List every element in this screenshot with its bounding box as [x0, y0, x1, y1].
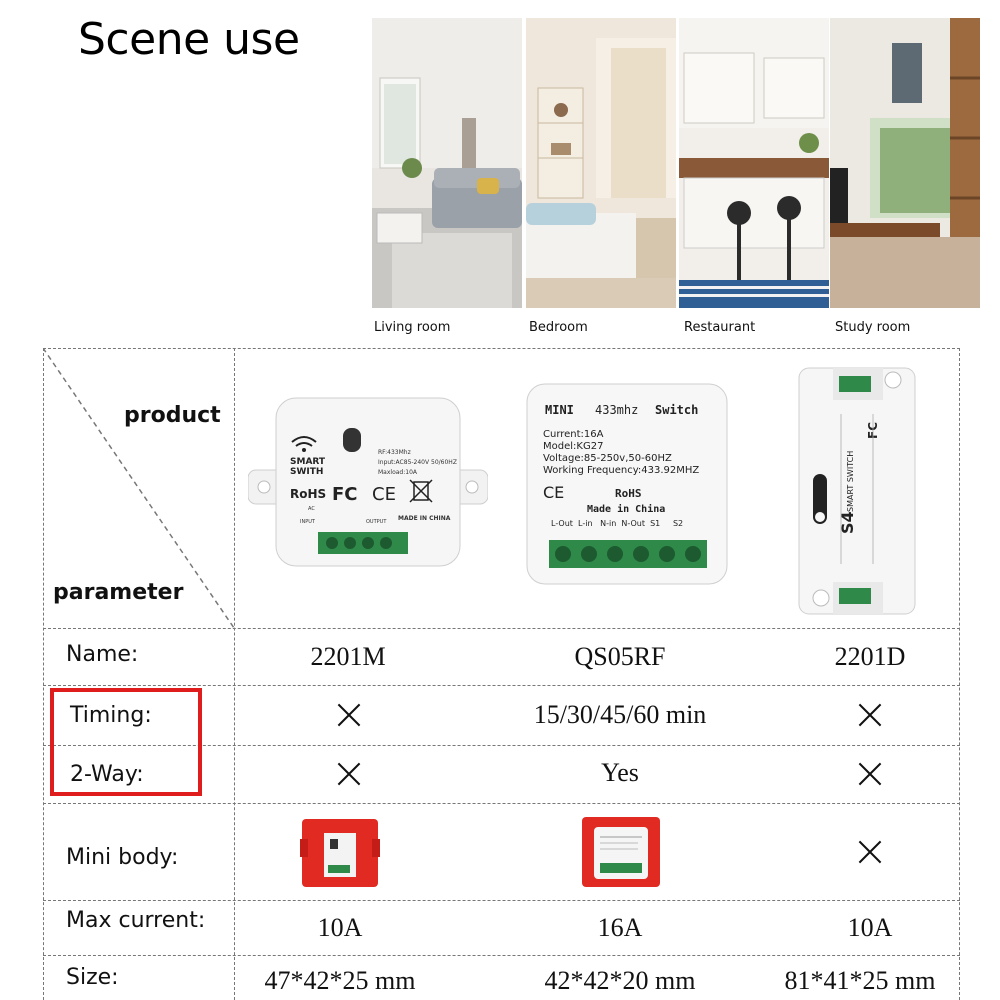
product-name-2201m: 2201M [310, 642, 386, 671]
size-qs05rf: 42*42*20 mm [544, 966, 696, 995]
max-current-qs05rf: 16A [597, 913, 643, 942]
cross-icon [858, 703, 882, 727]
product-image-2201d [793, 364, 921, 618]
product-name-2201d: 2201D [834, 642, 906, 671]
table-column-divider [234, 348, 235, 1000]
row-label-max-current: Max current: [66, 908, 206, 933]
rohs-mark: RoHS [290, 487, 327, 501]
mini-body-image-2201m [300, 813, 380, 895]
header-product-label: product [124, 403, 221, 428]
ce-mark-icon: CE [372, 484, 396, 505]
row-label-two-way: 2-Way: [70, 762, 144, 787]
device-mini-label: MINI [545, 403, 574, 417]
scene-label-living-room: Living room [374, 320, 451, 335]
input-label: INPUT [300, 519, 315, 525]
made-in-china-label: Made in China [587, 504, 666, 515]
device-spec: Input:AC85-240V 50/60HZ [378, 459, 457, 466]
product-name-qs05rf: QS05RF [574, 642, 666, 671]
fc-mark-icon: FC [866, 421, 880, 439]
size-2201d: 81*41*25 mm [784, 966, 936, 995]
device-logo: S4 [838, 511, 857, 534]
product-image-2201m [248, 392, 488, 572]
table-divider [43, 955, 960, 956]
device-brand-line2: SWITH [290, 467, 324, 477]
row-label-name: Name: [66, 642, 139, 667]
scene-label-study-room: Study room [835, 320, 911, 335]
scene-label-restaurant: Restaurant [684, 320, 756, 335]
made-in-china-label: MADE IN CHINA [398, 515, 451, 522]
table-border-right [959, 348, 960, 1000]
max-current-2201m: 10A [317, 913, 363, 942]
device-spec: RF:433Mhz [378, 449, 411, 456]
max-current-2201d: 10A [847, 913, 893, 942]
ac-label: AC [308, 506, 315, 512]
header-parameter-label: parameter [53, 580, 184, 605]
scene-photo-bedroom [526, 18, 676, 308]
rohs-mark: RoHS [615, 487, 642, 500]
table-divider [43, 900, 960, 901]
row-label-mini-body: Mini body: [66, 845, 179, 870]
row-label-size: Size: [66, 965, 119, 990]
timing-two-way-highlight [50, 688, 202, 796]
cross-icon [337, 762, 361, 786]
cross-icon [858, 762, 882, 786]
scene-label-bedroom: Bedroom [529, 320, 588, 335]
scene-photo-restaurant [679, 18, 829, 308]
output-label: OUTPUT [366, 519, 387, 525]
scene-photo-study-room [830, 18, 980, 308]
device-brand-line1: SMART [290, 457, 326, 467]
two-way-value-qs05rf: Yes [601, 758, 639, 787]
cross-icon [858, 840, 882, 864]
device-spec: Current:16A [543, 429, 604, 440]
scene-photo-living-room [372, 18, 522, 308]
device-spec: Maxload:10A [378, 469, 417, 476]
device-spec: Working Frequency:433.92MHZ [543, 465, 700, 476]
size-2201m: 47*42*25 mm [264, 966, 416, 995]
product-image-qs05rf [525, 382, 730, 587]
table-divider [43, 685, 960, 686]
row-label-timing: Timing: [70, 703, 152, 728]
cross-icon [337, 703, 361, 727]
timing-value-qs05rf: 15/30/45/60 min [533, 700, 707, 729]
scene-title: Scene use [78, 14, 300, 65]
fc-mark-icon: FC [332, 484, 358, 505]
mini-body-image-qs05rf [580, 813, 662, 895]
device-brand: SMART SWITCH [846, 450, 855, 512]
table-divider [43, 803, 960, 804]
ce-mark-icon: CE [543, 483, 565, 502]
device-freq-label: 433mhz [595, 403, 639, 417]
device-switch-label: Switch [655, 403, 699, 417]
device-spec: Model:KG27 [543, 441, 604, 452]
terminal-labels: L-Out L-in N-in N-Out S1 S2 [551, 519, 684, 528]
device-spec: Voltage:85-250v,50-60HZ [543, 453, 672, 464]
